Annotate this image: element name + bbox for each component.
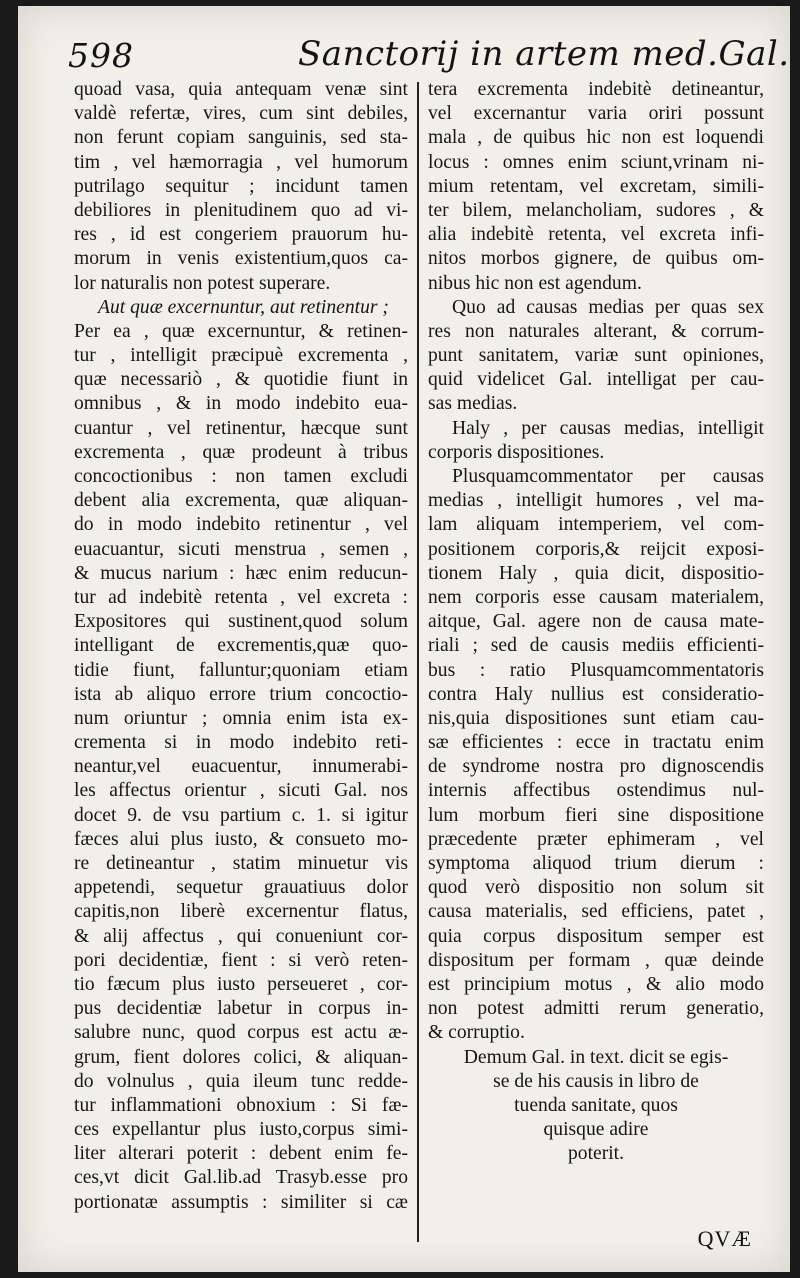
text-line: do volnulus , quia ileum tunc redde- [74, 1070, 408, 1092]
text-line: sæ efficientes : ecce in tractatu enim [428, 732, 764, 754]
text-line: & corruptio. [428, 1022, 525, 1044]
text-line: quid videlicet Gal. intelligat per cau- [428, 369, 764, 391]
text-line: Expositores qui sustinent,quod solum [74, 611, 408, 633]
left-column [74, 78, 408, 1215]
text-line: crementa si in modo indebito reti- [74, 732, 408, 754]
colophon-line: poterit. [567, 1143, 625, 1165]
text-line: præcedente præter ephimeram , vel [428, 828, 764, 850]
right-column [428, 78, 764, 1166]
text-line: causa materialis, sed efficiens, patet , [428, 901, 764, 923]
text-line: capitis,non liberè excernentur flatus, [74, 901, 408, 923]
text-line: re detineantur , statim minuetur vis [74, 853, 408, 874]
page-header [68, 30, 790, 80]
column-divider [417, 82, 419, 1242]
text-line: & alij affectus , qui conueniunt cor- [74, 925, 408, 947]
text-line: bus : ratio Plusquamcommentatoris [428, 659, 764, 681]
text-line: tionem Haly , quia dicit, dispositio- [428, 562, 764, 584]
text-line: & mucus narium : hæc enim reducun- [74, 562, 408, 584]
text-line: ces,vt dicit Gal.lib.ad Trasyb.esse pro [74, 1167, 408, 1189]
text-line: valdè refertæ, vires, cum sint debiles, [74, 103, 408, 125]
text-line: quæ necessariò , & quotidie fiunt in [74, 369, 408, 391]
text-line: nibus hic non est agendum. [428, 272, 642, 294]
text-line: excrementa , quæ prodeunt à tribus [74, 441, 408, 463]
text-line: neantur,vel euacuentur, innumerabi- [74, 756, 408, 778]
text-line: quoad vasa, quia antequam venæ sint [74, 79, 408, 100]
text-line: locus : omnes enim sciunt,vrinam ni- [428, 151, 764, 173]
colophon-line: tuenda sanitate, quos [514, 1094, 678, 1116]
text-line: portionatæ assumptis : similiter si cæ [74, 1191, 408, 1213]
text-line: ista ab aliquo errore trium concoctio- [74, 683, 408, 705]
text-line: intelligant de excrementis,quæ quo- [74, 635, 408, 657]
colophon-line: quisque adire [543, 1119, 649, 1141]
text-line: do in modo indebito retinentur , vel [74, 514, 408, 536]
text-line: positionem corporis,& reijcit exposi- [428, 538, 764, 560]
text-line: grum, fient dolores colici, & aliquan- [74, 1046, 408, 1068]
text-line: nis,quia dispositiones sunt etiam cau- [428, 707, 764, 729]
text-line: lor naturalis non potest superare. [74, 272, 331, 294]
text-line: Plusquamcommentator per causas [452, 466, 764, 487]
text-line: res non naturales alterant, & corrum- [428, 320, 764, 342]
text-line: tera excrementa indebitè detineantur, [428, 79, 764, 100]
text-line: omnibus , & in modo indebito eua- [74, 393, 408, 415]
text-line: ces expellantur plus iusto,corpus simi- [74, 1119, 408, 1141]
text-line: dispositum per formam , quæ deinde [428, 949, 764, 971]
text-line: tur inflammationi obnoxium : Si fæ- [74, 1094, 408, 1116]
text-line: Per ea , quæ excernuntur, & retinen- [74, 320, 408, 342]
text-line: quia corpus dispositum semper est [428, 925, 764, 947]
text-line: non potest admitti rerum generatio, [428, 998, 764, 1020]
text-line: mium retentam, vel excretam, simili- [428, 175, 764, 197]
text-line: symptoma aliquod trium dierum : [428, 853, 764, 874]
text-line: vel excernantur varia oriri possunt [428, 103, 764, 125]
text-line: alia indebitè retenta, vel excreta infi- [428, 224, 764, 246]
colophon-line: se de his causis in libro de [493, 1070, 699, 1092]
colophon-line: Demum Gal. in text. dicit se egis- [463, 1046, 729, 1068]
text-line: res , id est congeriem prauorum hu- [74, 224, 408, 246]
text-line: corporis dispositiones. [428, 441, 605, 463]
text-line: Quo ad causas medias per quas sex [452, 296, 764, 318]
running-title: Sanctorij in artem med.Gal. [298, 34, 790, 74]
text-line: euacuantur, sicuti menstrua , semen , [74, 538, 408, 560]
lemma-line: Aut quæ excernuntur, aut retinentur ; [98, 296, 389, 318]
text-line: liter alterari poterit : debent enim fe- [74, 1143, 408, 1165]
text-line: les affectus orientur , sicuti Gal. nos [74, 780, 408, 802]
page-number: 598 [68, 36, 134, 75]
text-line: cuantur , vel retinentur, hæcque sunt [74, 417, 408, 439]
text-line: contra Haly nullius est consideratio- [428, 683, 764, 705]
text-line: debent alia excrementa, quæ aliquan- [74, 490, 408, 512]
text-line: pori decidentiæ, fient : si verò reten- [74, 949, 408, 971]
text-line: quod verò dispositio non solum sit [428, 877, 764, 899]
text-line: pus decidentiæ labetur in corpus in- [74, 998, 408, 1020]
text-line: appetendi, sequetur grauatiuus dolor [74, 877, 408, 899]
text-line: sas medias. [428, 393, 518, 415]
text-line: salubre nunc, quod corpus est actu æ- [74, 1022, 408, 1044]
text-line: lam aliquam intemperiem, vel com- [428, 514, 764, 536]
book-page [18, 6, 790, 1272]
text-line: nem corporis esse causam materialem, [428, 586, 764, 608]
text-line: tur , intelligit præcipuè excrementa , [74, 345, 408, 367]
text-line: concoctionibus : non tamen excludi [74, 466, 408, 487]
text-line: lum morbum fieri sine dispositione [428, 804, 764, 826]
catchword: QVÆ [697, 1226, 752, 1251]
text-line: fæces alui plus iusto, & consueto mo- [74, 828, 408, 850]
text-line: non ferunt copiam sanguinis, sed sta- [74, 127, 408, 149]
text-line: docet 9. de vsu partium c. 1. si igitur [74, 804, 408, 826]
text-line: tim , vel hæmorragia , vel humorum [74, 151, 408, 173]
text-line: internis affectibus ostendimus nul- [428, 780, 764, 802]
text-line: mala , de quibus hic non est loquendi [428, 127, 764, 149]
text-line: debiliores in plenitudinem quo ad vi- [74, 199, 408, 221]
text-line: putrilago sequitur ; incidunt tamen [74, 175, 408, 197]
text-line: tur ad indebitè retenta , vel excreta : [74, 586, 408, 608]
text-line: ter bilem, melancholiam, sudores , & [428, 199, 764, 221]
text-line: tio fæcum plus iusto perseueret , cor- [74, 973, 408, 995]
text-line: tidie fiunt, falluntur;quoniam etiam [74, 659, 408, 681]
text-line: Haly , per causas medias, intelligit [452, 417, 764, 439]
text-line: medias , intelligit humores , vel ma- [428, 490, 764, 512]
text-line: de syndrome nostra pro dignoscendis [428, 756, 764, 778]
text-line: est principium motus , & alio modo [428, 973, 764, 995]
text-line: nitos morbos gignere, de quibus om- [428, 248, 764, 270]
text-line: num oriuntur ; omnia enim ista ex- [74, 707, 408, 729]
text-line: punt sanitatem, variæ sunt opiniones, [428, 345, 764, 367]
text-line: aitque, Gal. agere non de causa mate- [428, 611, 764, 633]
text-line: riali ; sed de causis mediis efficienti- [428, 635, 764, 657]
text-line: morum in venis existentium,quos ca- [74, 248, 408, 270]
